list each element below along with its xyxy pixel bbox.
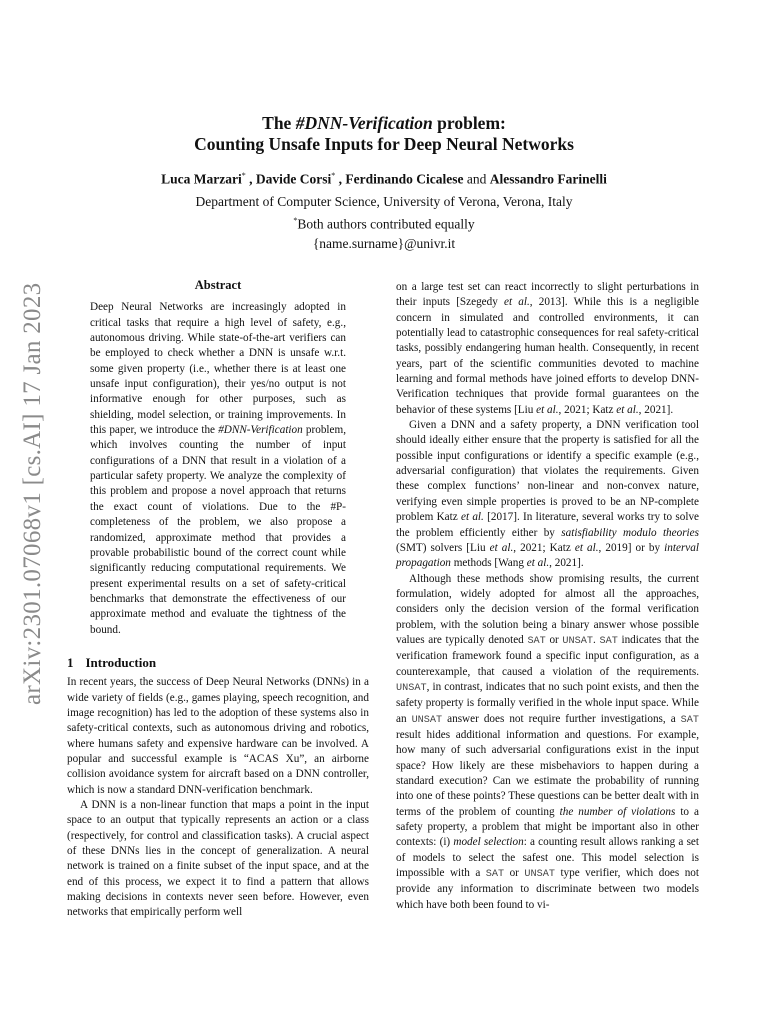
- author-4: Alessandro Farinelli: [489, 171, 607, 187]
- author-list: Luca Marzari* , Davide Corsi* , Ferdinando Cicalese and Alessandro Farinelli: [161, 171, 607, 187]
- author-1: Luca Marzari: [161, 171, 242, 187]
- author-3: Ferdinando Cicalese: [345, 171, 464, 187]
- abstract-heading: Abstract: [194, 278, 242, 292]
- arxiv-stamp: arXiv:2301.07068v1 [cs.AI] 17 Jan 2023: [19, 282, 46, 706]
- title-line-2: Counting Unsafe Inputs for Deep Neural Networks: [194, 134, 574, 154]
- intro-paragraph-2: A DNN is a non-linear function that maps a point in the input space to an output that typically represents an action or a class (respectively, for control and classification tasks). A crucial aspect of these DNNs lies in the concept of generalization. A neural network is trained on a finite subset of the input space, and at the end of this process, we expect it to find a pattern that allows making decisions in contexts never seen before. However, even networks that empirically perform well: [67, 799, 369, 919]
- equal-contribution-note: *Both authors contributed equally: [293, 216, 475, 232]
- intro-paragraph-5: Although these methods show promising results, the current formulation, widely adopted for almost all the approaches, considers only the decision version of the formal verification problem, with the solution being a binary answer whose possible values are typically denoted SAT or UNSAT. SAT indicates that the verification framework found a specific input configuration, as a counterexample, that caused a violation of the requirements. UNSAT, in contrast, indicates that no such point exists, and then the safety property is formally verified in the whole input space. While an UNSAT answer does not require further investigations, a SAT result hides additional information and questions. For example, how many of such adversarial configurations exist in the input space? How likely are these misbehaviors to happen during a standard execution? Can we estimate the probability of running into one of these points? These questions can be better dealt with in terms of the problem of counting the number of violations to a safety property, a problem that might be important also in other contexts: (i) model selection: a counting result allows ranking a set of models to select the safest one. This model selection is impossible with a SAT or UNSAT type verifier, which does not provide any information to discriminate between two models which have both been found to vi-: [396, 572, 700, 911]
- email: {name.surname}@univr.it: [312, 235, 456, 251]
- section-heading-introduction: 1 Introduction: [67, 654, 157, 670]
- intro-paragraph-4: Given a DNN and a safety property, a DNN verification tool should ideally either ensure that the property is satisfied for all the possible input configurations or identify a specific example (e.g., adversarial configuration) that violates the requirements. Given these complex functions’ non-linear and non-convex nature, verifying even simple properties is proved to be an NP-complete problem Katz et al. [2017]. In literature, several works try to solve the problem efficiently either by satisfiability modulo theories (SMT) solvers [Liu et al., 2021; Katz et al., 2019] or by interval propagation methods [Wang et al., 2021].: [396, 419, 699, 570]
- right-column: [396, 280, 699, 913]
- affiliation-block: [0, 192, 768, 253]
- department: Department of Computer Science, University of Verona, Verona, Italy: [195, 194, 573, 209]
- equal-contribution-mark: *: [331, 171, 336, 180]
- intro-paragraph-1: In recent years, the success of Deep Neural Networks (DNNs) in a wide variety of fields (e.g., games playing, speech recognition, and image recognition) has led to the adoption of these systems also in safety-critical contexts, such as autonomous driving and robotics, where humans safety and expensive hardware can be involved. A popular and successful example is “ACAS Xu”, an airborne collision avoidance system for aircraft based on a DNN controller, which is now a standard DNN-verification benchmark.: [67, 676, 369, 796]
- paper-title: [0, 113, 768, 155]
- title-line-1: The #DNN-Verification problem:: [262, 113, 506, 133]
- left-column: [67, 278, 369, 921]
- author-2: Davide Corsi: [255, 171, 332, 187]
- intro-paragraph-3: on a large test set can react incorrectly to slight perturbations in their inputs [Szegedy et al., 2013]. While this is a negligible concern in simulated and controlled environments, it can potentially lead to catastrophic consequences for real safety-critical tasks, possibly endangering human health. Consequently, in recent years, part of the scientific communities devoted to machine learning and formal methods have joined efforts to develop DNN-Verification techniques that provide formal guarantees on the behavior of these systems [Liu et al., 2021; Katz et al., 2021].: [396, 281, 699, 416]
- abstract-text: Deep Neural Networks are increasingly adopted in critical tasks that require a high level of safety, e.g., autonomous driving. While state-of-the-art verifiers can be employed to check whether a DNN is unsafe w.r.t. some given property (i.e., whether there is at least one unsafe input configuration), their yes/no output is not informative enough for other purposes, such as shielding, model selection, or training improvements. In this paper, we introduce the #DNN-Verification problem, which involves counting the number of input configurations of a DNN that result in a violation of a particular safety property. We analyze the complexity of this problem and propose a novel approach that returns the exact count of violations. Due to the #P-completeness of the problem, we also propose a randomized, approximate method that provides a provable probabilistic bound of the correct count while significantly reducing computational requirements. We present experimental results on a set of safety-critical benchmarks that demonstrate the effectiveness of our approximate method and evaluate the tightness of the bound.: [90, 301, 346, 636]
- equal-contribution-mark: *: [241, 171, 246, 180]
